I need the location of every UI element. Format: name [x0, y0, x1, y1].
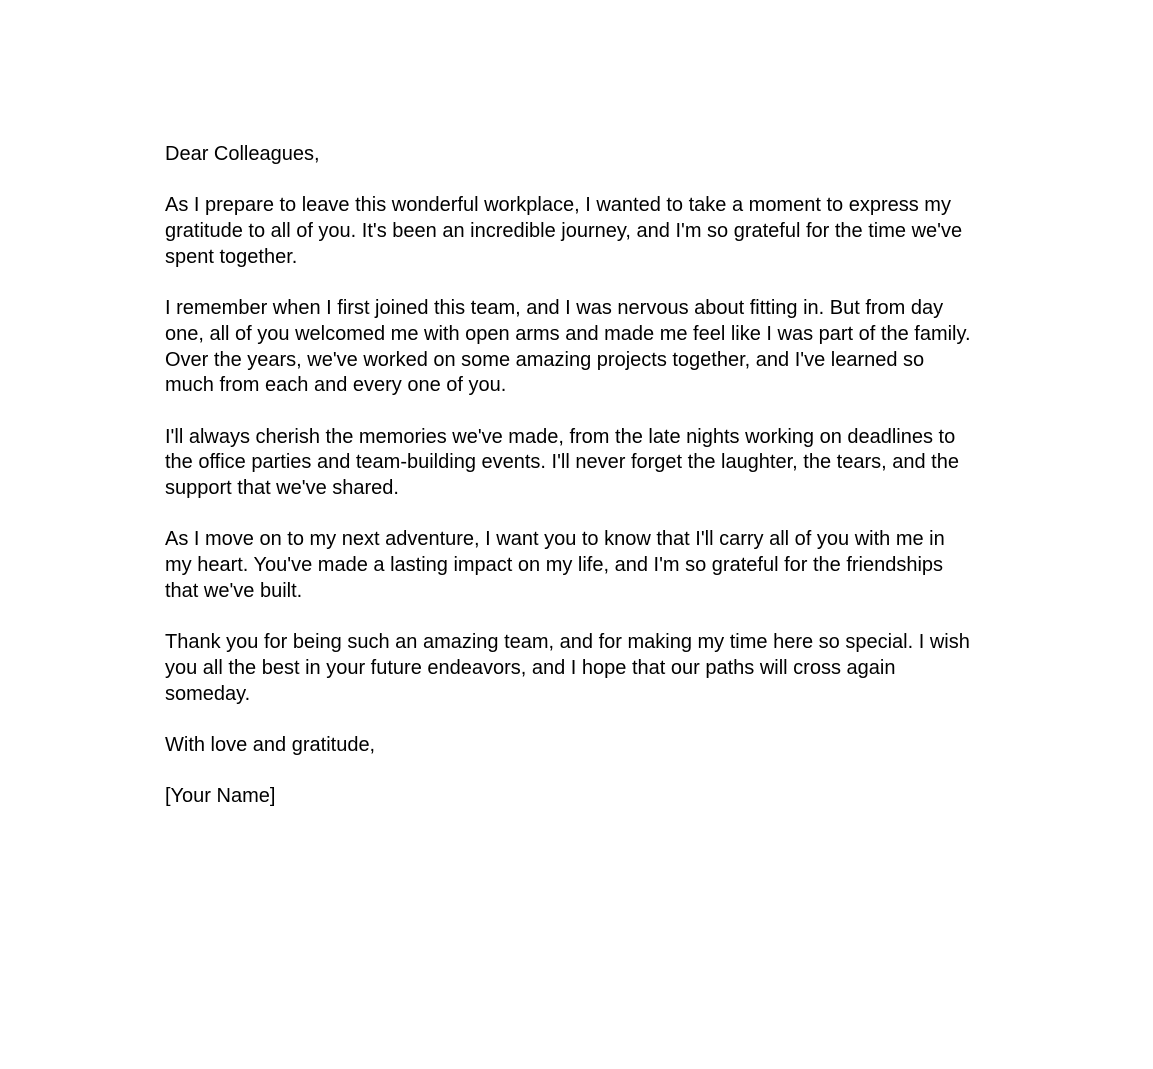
letter-paragraph-3: I'll always cherish the memories we've made, from the late nights working on deadlines to the office parties and team-building events. I'll never forget the laughter, the tears, and the support that we've shared. [165, 425, 959, 500]
letter-salutation: Dear Colleagues, [165, 143, 320, 165]
letter-paragraph-1: As I prepare to leave this wonderful workplace, I wanted to take a moment to express my gratitude to all of you. It's been an incredible journey, and I'm so grateful for the time we've spent together. [165, 194, 963, 268]
letter-signature-placeholder: [Your Name] [165, 785, 276, 808]
letter-signoff: With love and gratitude, [165, 734, 376, 757]
letter-paragraph-5: Thank you for being such an amazing team, and for making my time here so special. I wish you all the best in your future endeavors, and I hope that our paths will cross again someday. [165, 631, 970, 705]
letter-paragraph-4: As I move on to my next adventure, I want you to know that I'll carry all of you with me in my heart. You've made a lasting impact on my life, and I'm so grateful for the friendships that we've built. [165, 528, 945, 602]
letter-paragraph-2: I remember when I first joined this team, and I was nervous about fitting in. But from day one, all of you welcomed me with open arms and made me feel like I was part of the family. Over the years, we've worked on some amazing projects together, and I've learned so much from each and every one of you. [165, 297, 971, 397]
letter-body [165, 142, 975, 810]
